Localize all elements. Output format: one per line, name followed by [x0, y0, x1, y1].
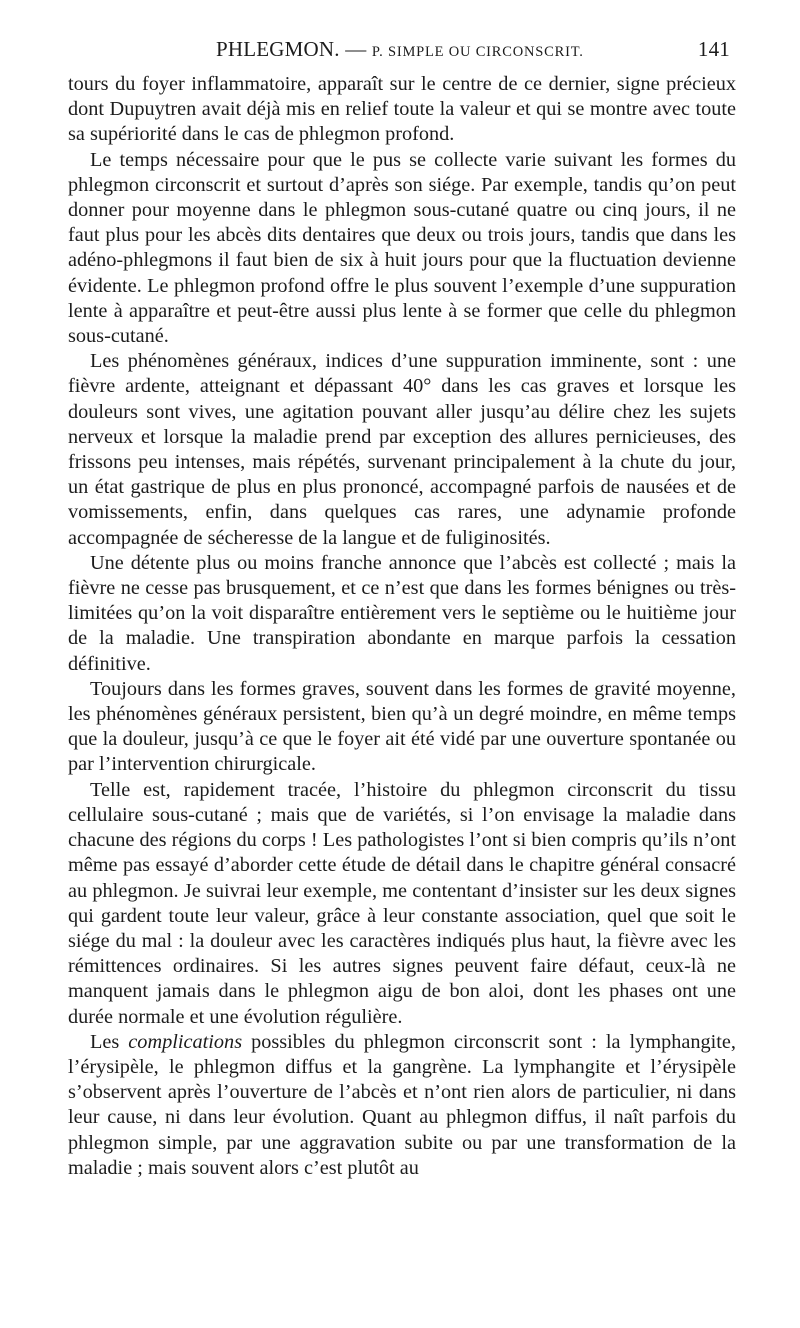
chapter-title: PHLEGMON.: [216, 37, 340, 61]
running-title: [216, 34, 584, 67]
body-text: [68, 72, 736, 1181]
paragraph-7-start: Les: [90, 1030, 129, 1053]
paragraph-3: Les phénomènes généraux, indices d’une suppuration imminente, sont : une fièvre ardente, atteignant et dépassant 40° dans les cas graves et lorsque les douleurs sont vives, une agitation pouvant aller jusqu’au délire chez les sujets nerveux et lorsque la maladie prend par exception des allures pernicieuses, des frissons peu intenses, mais répétés, survenant principalement à la chute du jour, un état gastrique de plus en plus prononcé, accompagné parfois de nausées et de vomissements, enfin, dans quelques cas rares, une adynamie profonde accompagnée de sécheresse de la langue et de fuliginosités.: [68, 350, 736, 549]
paragraph-6: Telle est, rapidement tracée, l’histoire du phlegmon circonscrit du tissu cellulaire sous-cutané ; mais que de variétés, si l’on envisage la maladie dans chacune des régions du corps ! Les pathologistes l’ont si bien compris qu’ils n’ont même pas essayé d’aborder cette étude de détail dans le chapitre général consacré au phlegmon. Je suivrai leur exemple, me contentant d’insister sur les deux signes qui gardent toute leur valeur, grâce à leur constante association, quel que soit le siége du mal : la douleur avec les caractères indiqués plus haut, la fièvre avec les rémittences ordinaires. Si les autres signes peuvent faire défaut, ceux-là ne manquent jamais dans le phlegmon aigu de bon aloi, dont les phases ont une durée normale et une évolution régulière.: [68, 778, 736, 1028]
paragraph-2: Le temps nécessaire pour que le pus se collecte varie suivant les formes du phlegmon circonscrit et surtout d’après son siége. Par exemple, tandis qu’on peut donner pour moyenne dans le phlegmon sous-cutané quatre ou cinq jours, il ne faut plus pour les abcès dits dentaires que deux ou trois jours, tandis que dans les adéno-phlegmons il faut bien de six à huit jours pour que la fluctuation devienne évidente. Le phlegmon profond offre le plus souvent l’exemple d’une suppuration lente à apparaître et peut-être aussi plus lente à se former que celle du phlegmon sous-cutané.: [68, 148, 736, 348]
paragraph-4: Une détente plus ou moins franche annonce que l’abcès est collecté ; mais la fièvre ne cesse pas brusquement, et ce n’est que dans les formes bénignes ou très-limitées qu’on la voit disparaître entièrement vers le septième ou le huitième jour de la maladie. Une transpiration abondante en marque parfois la cessation définitive.: [68, 551, 736, 675]
paragraph-7: [68, 1030, 736, 1181]
paragraph-1: tours du foyer inflammatoire, apparaît sur le centre de ce dernier, signe précieux dont Dupuytren avait déjà mis en relief toute la valeur et qui se montre avec toute sa supériorité dans le cas de phlegmon profond.: [68, 73, 736, 146]
running-header: [68, 34, 736, 64]
header-dash: —: [345, 37, 367, 61]
section-title: P. SIMPLE OU CIRCONSCRIT.: [371, 44, 584, 60]
emphasis-complications: complications: [128, 1030, 243, 1053]
paragraph-5: Toujours dans les formes graves, souvent dans les formes de gravité moyenne, les phénomènes généraux persistent, bien qu’à un degré moindre, en même temps que la douleur, jusqu’à ce que le foyer ait été vidé par une ouverture spontanée ou par l’intervention chirurgicale.: [68, 677, 736, 776]
page-number: 141: [697, 37, 730, 61]
paragraph-7-rest: possibles du phlegmon circonscrit sont : la lymphangite, l’érysipèle, le phlegmon diffus et la gangrène. La lymphangite et l’érysipèle s’observent après l’ouverture de l’abcès et n’ont rien alors de particulier, ni dans leur cause, ni dans leur évolution. Quant au phlegmon diffus, il naît parfois du phlegmon simple, par une aggravation subite ou par une transformation de la maladie ; mais souvent alors c’est plutôt au: [68, 1030, 736, 1179]
